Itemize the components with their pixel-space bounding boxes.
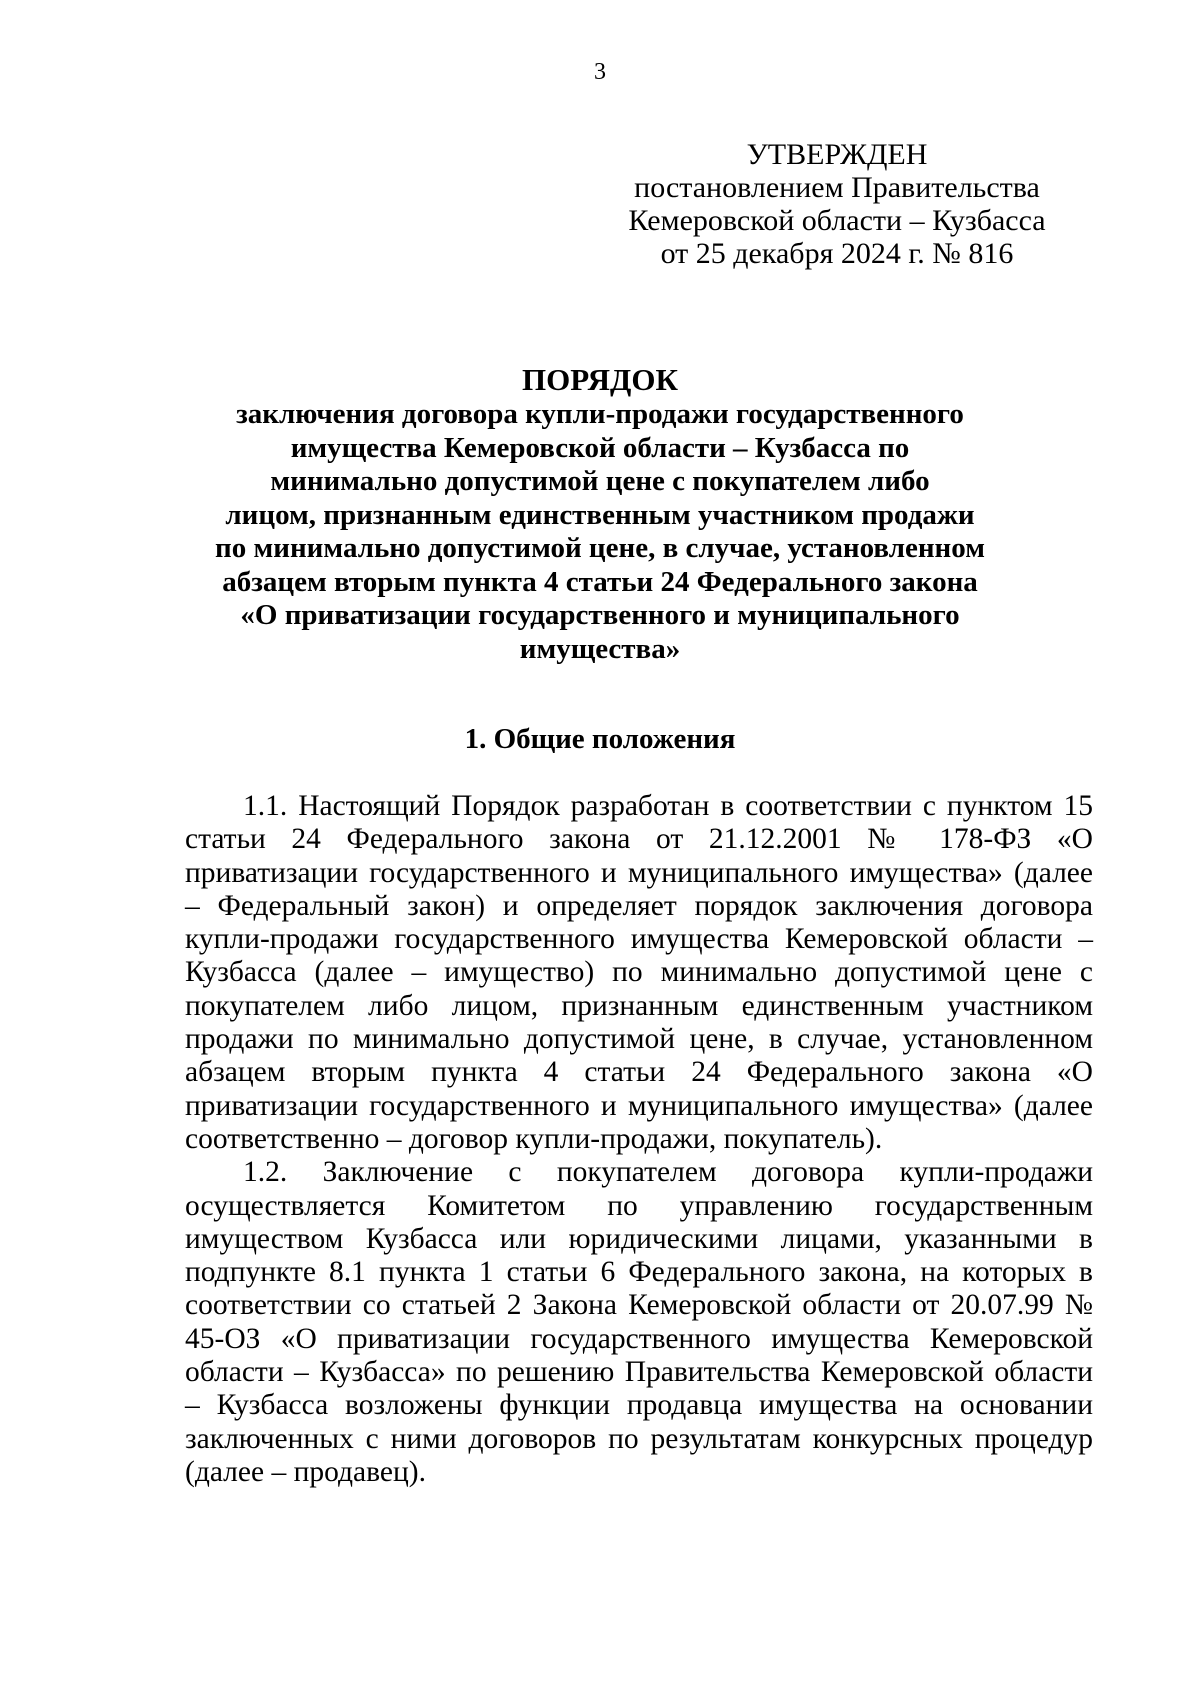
section-heading: 1. Общие положения	[464, 723, 736, 755]
approval-stamp	[622, 138, 1052, 270]
title-line-4: лицом, признанным единственным участником продажи	[225, 498, 975, 531]
approval-line-2: Кемеровской области – Кузбасса	[628, 204, 1046, 237]
title-line-3: минимально допустимой цене с покупателем либо	[270, 465, 930, 497]
paragraph-1-1: 1.1. Настоящий Порядок разработан в соответствии с пунктом 15 статьи 24 Федерального закона от 21.12.2001 № 178-ФЗ «О приватизации государственного и муниципального имущества» (далее – Федеральный закон) и определяет порядок заключения договора купли-продажи государственного имущества Кемеровской области – Кузбасса (далее – имущество) по минимально допустимой цене с покупателем либо лицом, признанным единственным участником продажи по минимально допустимой цене, в случае, установленном абзацем вторым пункта 4 статьи 24 Федерального закона «О приватизации государственного и муниципального имущества» (далее соответственно – договор купли-продажи, покупатель).	[185, 790, 1093, 1155]
title-line-2: имущества Кемеровской области – Кузбасса по	[290, 431, 910, 464]
title-line-5: по минимально допустимой цене, в случае, установленном	[215, 532, 985, 564]
title-line-6: абзацем вторым пункта 4 статьи 24 Федерального закона	[222, 565, 978, 598]
approval-line-1: постановлением Правительства	[634, 171, 1040, 204]
paragraph-1-2: 1.2. Заключение с покупателем договора купли-продажи осуществляется Комитетом по управлению государственным имуществом Кузбасса или юридическими лицами, указанными в подпункте 8.1 пункта 1 статьи 6 Федерального закона, на которых в соответствии со статьей 2 Закона Кемеровской области от 20.07.99 № 45-ОЗ «О приватизации государственного имущества Кемеровской области – Кузбасса» по решению Правительства Кемеровской области – Кузбасса возложены функции продавца имущества на основании заключенных с ними договоров по результатам конкурсных процедур (далее – продавец).	[185, 1156, 1093, 1488]
approval-line-3: от 25 декабря 2024 г. № 816	[660, 237, 1014, 270]
title-line-1: заключения договора купли-продажи государственного	[236, 398, 964, 430]
title-line-7: «О приватизации государственного и муниципального	[240, 599, 960, 631]
title-main: ПОРЯДОК	[522, 362, 678, 397]
title-line-8: имущества»	[519, 632, 681, 665]
section-body	[185, 790, 1093, 1489]
document-title	[180, 362, 1020, 666]
approval-status: УТВЕРЖДЕН	[746, 138, 928, 171]
page-number: 3	[594, 59, 606, 85]
